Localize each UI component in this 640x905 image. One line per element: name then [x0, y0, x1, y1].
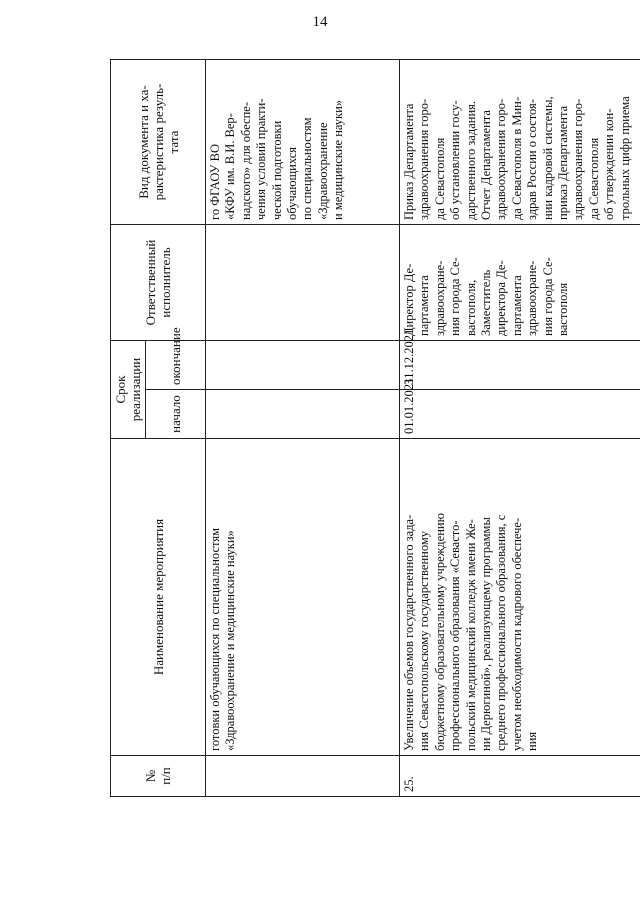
row-result: Приказ Департамента здравоохранения горо- да Севастополя об установлении госу- дарственного задания. Отчет Департамента здравоохранения горо- да Севастополя в Мин- здрав России о состоя- нии кадровой системы, приказ Департамента здравоохранения горо- да Севастополя об утверждении кон- трольных цифр приема: [400, 60, 640, 225]
row-start: 01.01.2021: [400, 390, 640, 439]
row-name: Увеличение объемов государственного зада- ния Севастопольскому государственному бюджетному образовательному учреждению профессионального образования «Севасто- польский медицинский колледж имени Же- ни Дерюгиной», реализующему программы среднего профессионального образования, с учетом необходимости кадрового обеспече- ния: [400, 439, 640, 756]
rotated-page: [110, 60, 632, 797]
row-responsible: Директор Де- партамента здравоохране- ния города Се- вастополя, Заместитель директора Де- партамента здравоохране- ния города Се- вастополя: [400, 225, 640, 341]
table-row: [206, 60, 400, 797]
row-num: 25.: [400, 756, 640, 797]
row-end: [206, 341, 400, 390]
header-start: начало: [146, 390, 206, 439]
page-number: 14: [312, 14, 328, 30]
row-start: [206, 390, 400, 439]
row-name: готовки обучающихся по специальностям «Здравоохранение и медицинские науки»: [206, 439, 400, 756]
row-end: 31.12.2021: [400, 341, 640, 390]
table-row: [400, 60, 640, 797]
header-result: Вид документа и ха- рактеристика резуль- тата: [111, 60, 206, 225]
row-responsible: [206, 225, 400, 341]
header-period: Срок реализации: [111, 341, 146, 439]
header-responsible: Ответственный исполнитель: [111, 225, 206, 341]
header-end: окончание: [146, 341, 206, 390]
row-result: го ФГАОУ ВО «КФУ им. В.И. Вер- надского» для обеспе- чения условий практи- ческой подготовки обучающихся по специальностям «Здравоохранение и медицинские науки»: [206, 60, 400, 225]
header-num: № п/п: [111, 756, 206, 797]
activities-table: [110, 59, 640, 797]
header-row-top: [111, 60, 146, 797]
header-name: Наименование мероприятия: [111, 439, 206, 756]
row-num: [206, 756, 400, 797]
rotated-table-frame: [110, 60, 632, 797]
